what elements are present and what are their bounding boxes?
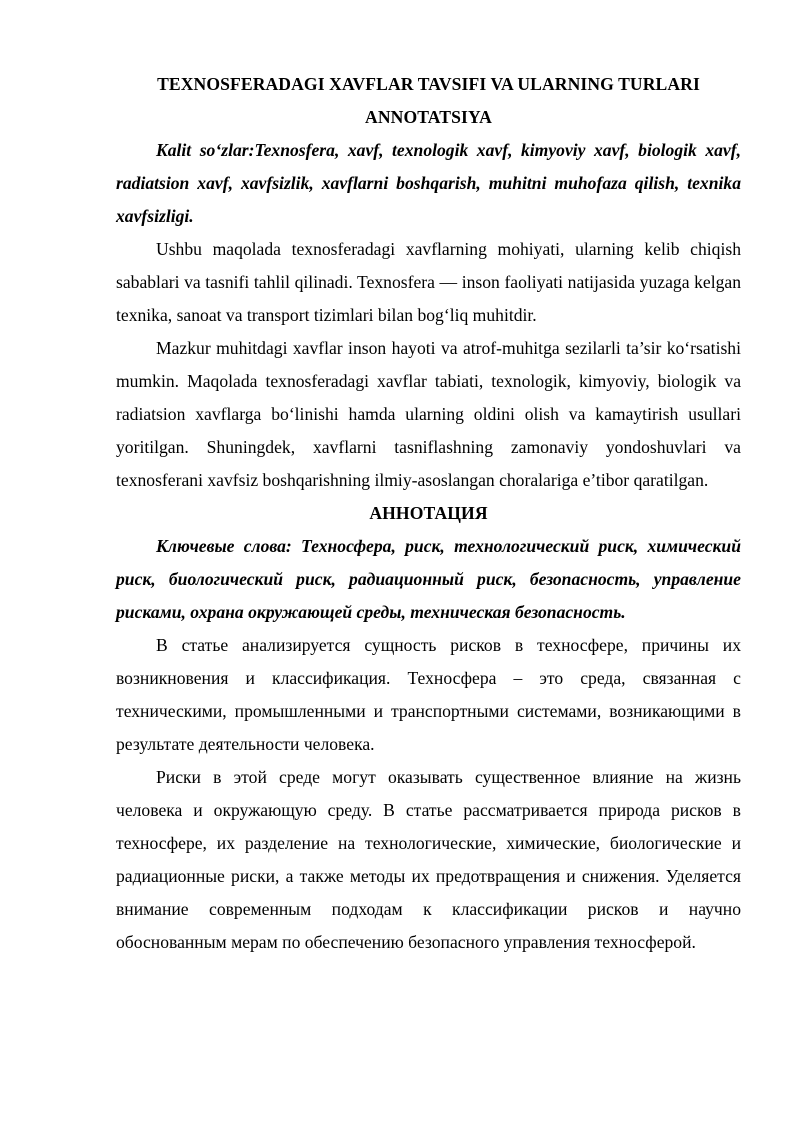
document-title: TEXNOSFERADAGI XAVFLAR TAVSIFI VA ULARNING TURLARI	[157, 74, 700, 94]
annotation-heading-uz: ANNOTATSIYA	[365, 107, 492, 127]
paragraph-uz-1: Ushbu maqolada texnosferadagi xavflarning mohiyati, ularning kelib chiqish sabablari va tasnifi tahlil qilinadi. Texnosfera — inson faoliyati natijasida yuzaga kelgan texnika, sanoat va transport tizimlari bilan bog‘liq muhitdir.	[116, 239, 741, 325]
document-page	[116, 68, 741, 959]
paragraph-uz-2: Mazkur muhitdagi xavflar inson hayoti va atrof-muhitga sezilarli ta’sir ko‘rsatishi mumkin. Maqolada texnosferadagi xavflar tabiati, texnologik, kimyoviy, biologik va radiatsion xavflarga bo‘linishi hamda ularning oldini olish va kamaytirish usullari yoritilgan. Shuningdek, xavflarni tasniflashning zamonaviy yondoshuvlari va texnosferani xavfsiz boshqarishning ilmiy-asoslangan choralariga e’tibor qaratilgan.	[116, 338, 741, 490]
keywords-ru-text: Техносфера, риск, технологический риск, химический риск, биологический риск, радиационный риск, безопасность, управление рисками, охрана окружающей среды, техническая безопасность.	[116, 536, 741, 622]
keywords-ru	[116, 530, 741, 629]
keywords-uz-label: Kalit so‘zlar:	[156, 140, 255, 160]
paragraph-ru-1: В статье анализируется сущность рисков в техносфере, причины их возникновения и классификация. Техносфера – это среда, связанная с техническими, промышленными и транспортными системами, возникающими в результате деятельности человека.	[116, 635, 741, 754]
keywords-ru-label: Ключевые слова:	[156, 536, 292, 556]
annotation-heading-ru: АННОТАЦИЯ	[369, 503, 488, 523]
keywords-uz-text: Texnosfera, xavf, texnologik xavf, kimyoviy xavf, biologik xavf, radiatsion xavf, xavfsizlik, xavflarni boshqarish, muhitni muhofaza qilish, texnika xavfsizligi.	[116, 140, 741, 226]
paragraph-ru-2: Риски в этой среде могут оказывать существенное влияние на жизнь человека и окружающую среду. В статье рассматривается природа рисков в техносфере, их разделение на технологические, химические, биологические и радиационные риски, а также методы их предотвращения и снижения. Уделяется внимание современным подходам к классификации рисков и научно обоснованным мерам по обеспечению безопасного управления техносферой.	[116, 767, 741, 952]
keywords-uz	[116, 134, 741, 233]
